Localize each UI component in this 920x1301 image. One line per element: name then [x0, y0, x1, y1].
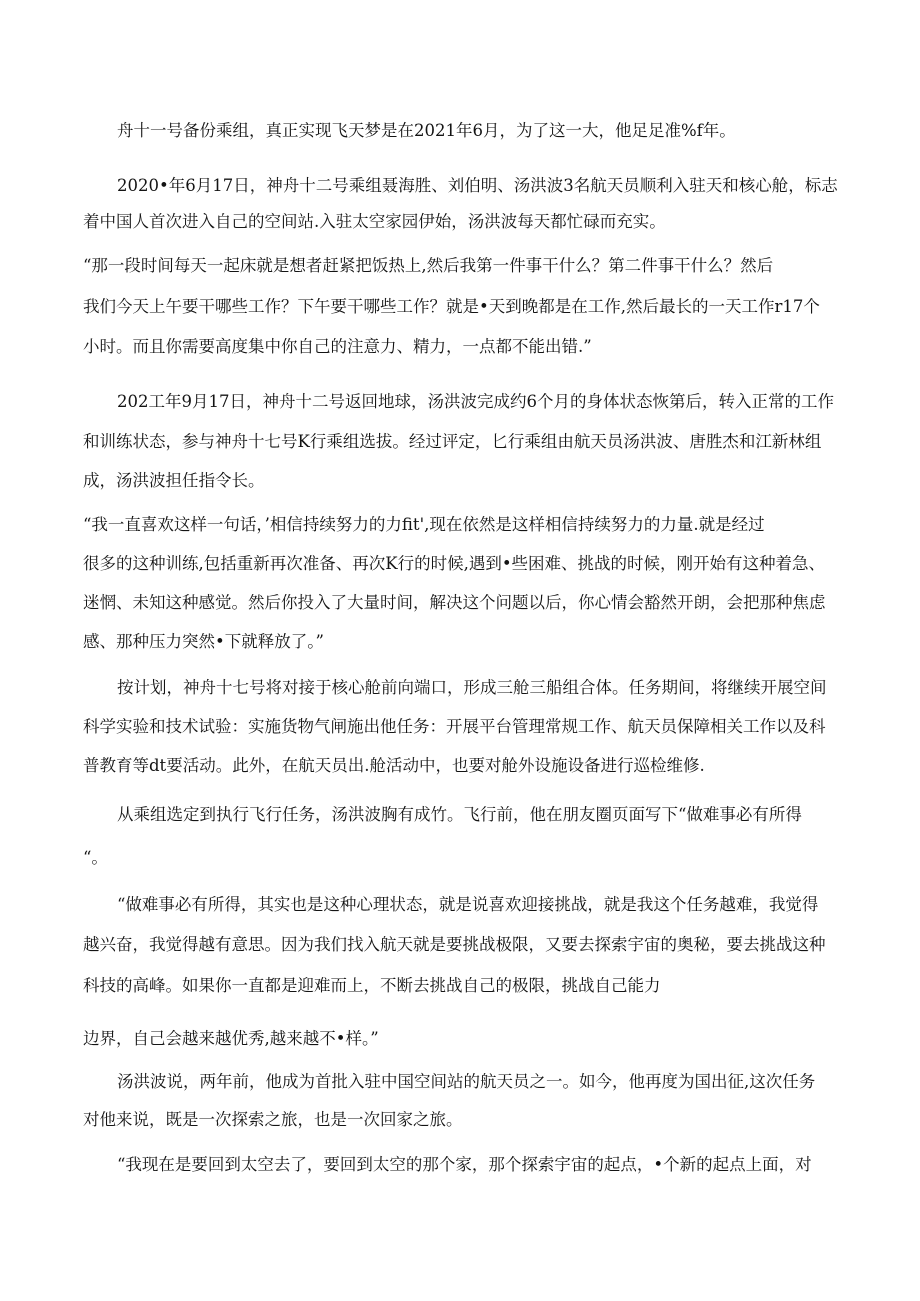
- text-line: “我一直喜欢这样一句话，’相信持续努力的力fit',现在依然是这样相信持续努力的力量.就是经过: [83, 515, 765, 534]
- text-line: 感、那种压力突然•下就释放了。”: [83, 632, 324, 651]
- text-line: 成，汤洪波担任指令长。: [83, 471, 265, 490]
- text-line: 小时。而且你需要高度集中你自己的注意力、精力，一点都不能出错.”: [83, 337, 592, 356]
- text-line: 和训练状态，参与神舟十七号K行乘组选拔。经过评定，匕行乘组由航天员汤洪波、唐胜杰和江新林组: [83, 432, 822, 451]
- text-line: 边界，自己会越来越优秀,越来越不•样。”: [83, 1029, 379, 1048]
- text-line: 越兴奋，我觉得越有意思。因为我们找入航天就是要挑战极限，又要去探索宇宙的奥秘，要去挑战这种: [83, 935, 826, 954]
- text-line: “。: [83, 848, 108, 867]
- text-line: “做难事必有所得，其实也是这种心理状态，就是说喜欢迎接挑战，就是我这个任务越难，我觉得: [117, 895, 819, 914]
- text-line: 我们今天上午要干哪些工作？下午要干哪些工作？就是•天到晚都是在工作,然后最长的一天工作r17个: [83, 297, 820, 316]
- text-line: 汤洪波说，两年前，他成为首批入驻中国空间站的航天员之一。如今，他再度为国出征,这次任务: [117, 1072, 816, 1091]
- text-line: 202工年9月17日，神舟十二号返回地球，汤洪波完成约6个月的身体状态恢第后，转入正常的工作: [117, 392, 834, 411]
- text-line: 按计划，神舟十七号将对接于核心舱前向端口，形成三舱三船组合体。任务期间，将继续开展空间: [117, 678, 827, 697]
- text-line: 科学实验和技术试验：实施货物气闸施出他任务：开展平台管理常规工作、航天员保障相关工作以及科: [83, 717, 826, 736]
- text-line: 着中国人首次进入自己的空间站.入驻太空家园伊始，汤洪波每天都忙碌而充实。: [83, 212, 666, 231]
- text-line: 科技的高峰。如果你一直都是迎难而上，不断去挑战自己的极限，挑战自己能力: [83, 976, 661, 995]
- text-line: 迷惘、未知这种感觉。然后你投入了大量时间，解决这个问题以后，你心情会豁然开朗，会把那种焦虑: [83, 593, 826, 612]
- text-line: “那一段时间每天一起床就是想者赶紧把饭热上,然后我第一件事干什么？第二件事干什么？然后: [83, 256, 774, 275]
- text-line: 从乘组选定到执行飞行任务，汤洪波胸有成竹。飞行前，他在朋友圈页面写下“做难事必有所得: [117, 805, 802, 824]
- text-line: 舟十一号备份乘组，真正实现飞天梦是在2021年6月，为了这一大，他足足准%f年。: [117, 121, 736, 140]
- text-line: 普教育等dt要活动。此外，在航天员出.舱活动中，也要对舱外设施设备进行巡检维修.: [83, 756, 705, 775]
- text-line: 很多的这种训练,包括重新再次准备、再次K行的时候,遇到•些困难、挑战的时候，刚开始有这种着急、: [83, 554, 826, 573]
- text-line: “我现在是要回到太空去了，要回到太空的那个家，那个探索宇宙的起点，•个新的起点上面，对: [117, 1155, 812, 1174]
- text-line: 2020•年6月17日，神舟十二号乘组聂海胜、刘伯明、汤洪波3名航天员顺利入驻天和核心舱，标志: [117, 176, 838, 195]
- text-line: 对他来说，既是一次探索之旅，也是一次回家之旅。: [83, 1110, 463, 1129]
